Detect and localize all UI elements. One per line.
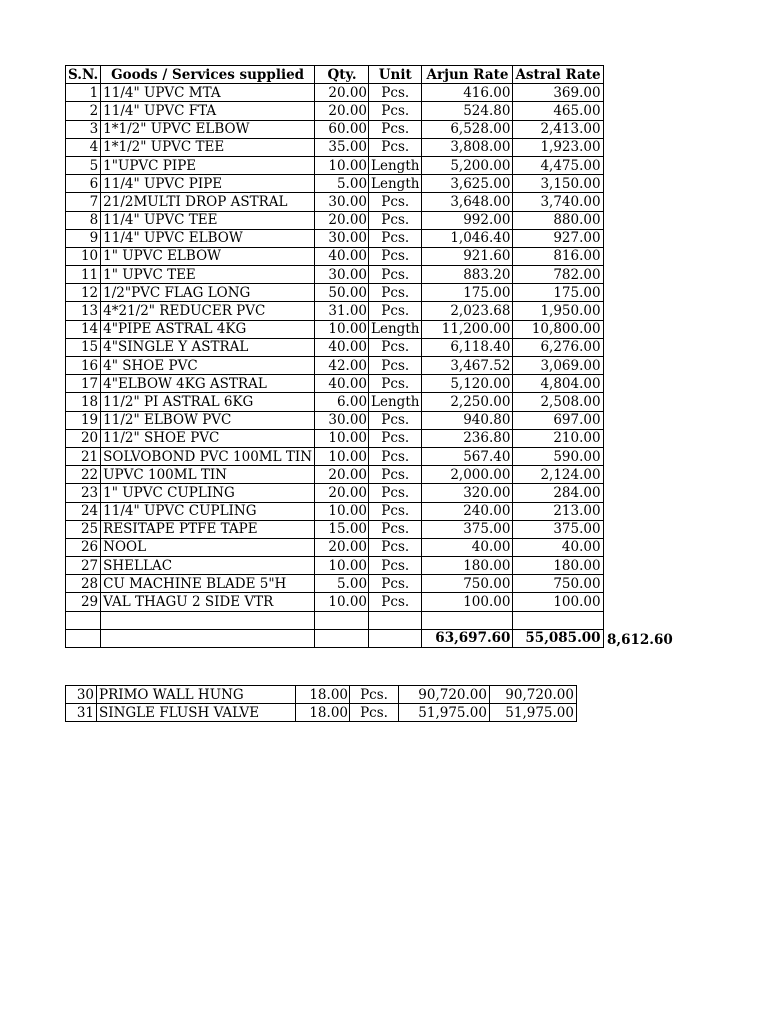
cell-qty: 20.00	[315, 102, 369, 120]
cell-qty: 10.00	[315, 502, 369, 520]
cell-goods: 11/4" UPVC CUPLING	[101, 502, 315, 520]
cell-astral-rate: 2,124.00	[513, 466, 603, 484]
cell-arjun-rate: 883.20	[422, 266, 513, 284]
cell-qty: 40.00	[315, 247, 369, 265]
totals-row	[66, 629, 604, 647]
cell-unit: Pcs.	[369, 447, 422, 465]
cell-unit: Pcs.	[369, 266, 422, 284]
cell-sn: 2	[66, 102, 101, 120]
cell-arjun-rate: 236.80	[422, 429, 513, 447]
cell-astral-rate: 3,740.00	[513, 193, 603, 211]
cell-arjun-rate: 180.00	[422, 557, 513, 575]
cell-qty: 35.00	[315, 138, 369, 156]
cell-sn: 20	[66, 429, 101, 447]
cell-arjun-rate: 5,120.00	[422, 375, 513, 393]
table-row	[66, 502, 604, 520]
cell-unit: Pcs.	[369, 557, 422, 575]
cell-goods: 1" UPVC CUPLING	[101, 484, 315, 502]
cell-goods: 1" UPVC TEE	[101, 266, 315, 284]
table-row	[66, 266, 604, 284]
cell-unit: Pcs.	[369, 520, 422, 538]
cell-qty: 6.00	[315, 393, 369, 411]
cell-goods: 11/4" UPVC ELBOW	[101, 229, 315, 247]
cell-sn: 30	[66, 686, 97, 704]
table-footer	[66, 611, 604, 647]
table-row	[66, 375, 604, 393]
cell-goods: 4"PIPE ASTRAL 4KG	[101, 320, 315, 338]
cell-unit: Pcs.	[369, 193, 422, 211]
total-astral: 55,085.00	[513, 629, 603, 647]
cell-astral-rate: 880.00	[513, 211, 603, 229]
cell-goods: 1*1/2" UPVC TEE	[101, 138, 315, 156]
cell-sn: 9	[66, 229, 101, 247]
cell-arjun-rate: 100.00	[422, 593, 513, 611]
cell-qty: 20.00	[315, 484, 369, 502]
cell-unit: Pcs.	[369, 84, 422, 102]
cell-unit: Pcs.	[369, 502, 422, 520]
cell-qty: 5.00	[315, 175, 369, 193]
cell-qty: 60.00	[315, 120, 369, 138]
table-row	[66, 320, 604, 338]
header-sn: S.N.	[66, 66, 101, 84]
table-body	[66, 84, 604, 611]
cell-arjun-rate: 2,000.00	[422, 466, 513, 484]
cell-qty: 18.00	[296, 686, 350, 704]
cell-unit: Length	[369, 175, 422, 193]
cell-qty: 10.00	[315, 557, 369, 575]
cell-qty: 10.00	[315, 447, 369, 465]
table-row	[66, 447, 604, 465]
cell-sn: 27	[66, 557, 101, 575]
cell-goods: 11/4" UPVC PIPE	[101, 175, 315, 193]
cell-arjun-rate: 5,200.00	[422, 156, 513, 174]
cell-sn: 17	[66, 375, 101, 393]
additional-items-table	[65, 685, 577, 722]
table-row	[66, 175, 604, 193]
cell-unit: Pcs.	[369, 302, 422, 320]
cell-unit: Pcs.	[369, 120, 422, 138]
table-row	[66, 575, 604, 593]
table-row	[66, 284, 604, 302]
cell-unit: Pcs.	[369, 138, 422, 156]
cell-qty: 18.00	[296, 704, 350, 722]
cell-unit: Pcs.	[369, 411, 422, 429]
cell-qty: 10.00	[315, 320, 369, 338]
table-row	[66, 593, 604, 611]
cell-unit: Pcs.	[369, 102, 422, 120]
cell-qty: 30.00	[315, 193, 369, 211]
cell-qty: 20.00	[315, 538, 369, 556]
cell-astral-rate: 590.00	[513, 447, 603, 465]
cell-astral-rate: 697.00	[513, 411, 603, 429]
header-row	[66, 66, 604, 84]
cell-astral-rate: 10,800.00	[513, 320, 603, 338]
cell-sn: 16	[66, 357, 101, 375]
cell-unit: Pcs.	[369, 538, 422, 556]
cell-goods: 1/2"PVC FLAG LONG	[101, 284, 315, 302]
table-row	[66, 338, 604, 356]
cell-qty: 30.00	[315, 229, 369, 247]
cell-goods: 4*21/2" REDUCER PVC	[101, 302, 315, 320]
cell-goods: 11/4" UPVC MTA	[101, 84, 315, 102]
cell-goods: CU MACHINE BLADE 5"H	[101, 575, 315, 593]
cell-qty: 31.00	[315, 302, 369, 320]
header-goods: Goods / Services supplied	[101, 66, 315, 84]
cell-qty: 15.00	[315, 520, 369, 538]
cell-goods: 1*1/2" UPVC ELBOW	[101, 120, 315, 138]
cell-unit: Pcs.	[369, 284, 422, 302]
cell-sn: 25	[66, 520, 101, 538]
cell-qty: 40.00	[315, 338, 369, 356]
cell-goods: 11/2" ELBOW PVC	[101, 411, 315, 429]
header-astral-rate: Astral Rate	[513, 66, 603, 84]
cell-astral-rate: 782.00	[513, 266, 603, 284]
cell-unit: Length	[369, 156, 422, 174]
table-row	[66, 120, 604, 138]
cell-unit: Pcs.	[369, 229, 422, 247]
cell-goods: 11/2" SHOE PVC	[101, 429, 315, 447]
cell-astral-rate: 927.00	[513, 229, 603, 247]
cell-qty: 10.00	[315, 593, 369, 611]
cell-goods: SOLVOBOND PVC 100ML TIN	[101, 447, 315, 465]
cell-astral-rate: 213.00	[513, 502, 603, 520]
total-arjun: 63,697.60	[422, 629, 513, 647]
table-row	[66, 393, 604, 411]
cell-sn: 23	[66, 484, 101, 502]
cell-unit: Pcs.	[369, 338, 422, 356]
cell-qty: 42.00	[315, 357, 369, 375]
cell-sn: 31	[66, 704, 97, 722]
cell-astral-rate: 1,923.00	[513, 138, 603, 156]
cell-unit: Length	[369, 393, 422, 411]
cell-sn: 3	[66, 120, 101, 138]
table-row	[66, 429, 604, 447]
header-unit: Unit	[369, 66, 422, 84]
cell-sn: 14	[66, 320, 101, 338]
cell-goods: UPVC 100ML TIN	[101, 466, 315, 484]
table-body-2	[66, 686, 577, 722]
cell-arjun-rate: 2,250.00	[422, 393, 513, 411]
table-row	[66, 484, 604, 502]
cell-sn: 21	[66, 447, 101, 465]
cell-qty: 20.00	[315, 84, 369, 102]
cell-astral-rate: 51,975.00	[490, 704, 577, 722]
cell-goods: 4"SINGLE Y ASTRAL	[101, 338, 315, 356]
cell-astral-rate: 180.00	[513, 557, 603, 575]
cell-arjun-rate: 6,118.40	[422, 338, 513, 356]
cell-goods: VAL THAGU 2 SIDE VTR	[101, 593, 315, 611]
cell-unit: Pcs.	[369, 211, 422, 229]
cell-unit: Pcs.	[369, 375, 422, 393]
cell-qty: 50.00	[315, 284, 369, 302]
cell-astral-rate: 4,804.00	[513, 375, 603, 393]
cell-arjun-rate: 940.80	[422, 411, 513, 429]
cell-unit: Pcs.	[369, 466, 422, 484]
cell-qty: 30.00	[315, 411, 369, 429]
cell-goods: 21/2MULTI DROP ASTRAL	[101, 193, 315, 211]
cell-sn: 24	[66, 502, 101, 520]
cell-unit: Pcs.	[369, 484, 422, 502]
cell-unit: Pcs.	[369, 429, 422, 447]
cell-arjun-rate: 240.00	[422, 502, 513, 520]
rate-comparison-table	[65, 65, 604, 648]
cell-astral-rate: 40.00	[513, 538, 603, 556]
cell-sn: 15	[66, 338, 101, 356]
cell-goods: PRIMO WALL HUNG	[97, 686, 296, 704]
cell-sn: 28	[66, 575, 101, 593]
blank-row	[66, 611, 604, 629]
table-row	[66, 156, 604, 174]
cell-sn: 11	[66, 266, 101, 284]
cell-sn: 29	[66, 593, 101, 611]
cell-unit: Pcs.	[350, 704, 399, 722]
cell-sn: 8	[66, 211, 101, 229]
cell-unit: Pcs.	[369, 247, 422, 265]
cell-astral-rate: 90,720.00	[490, 686, 577, 704]
cell-sn: 1	[66, 84, 101, 102]
cell-unit: Length	[369, 320, 422, 338]
table-row	[66, 247, 604, 265]
cell-astral-rate: 175.00	[513, 284, 603, 302]
cell-qty: 10.00	[315, 429, 369, 447]
cell-goods: 4" SHOE PVC	[101, 357, 315, 375]
cell-arjun-rate: 11,200.00	[422, 320, 513, 338]
cell-arjun-rate: 320.00	[422, 484, 513, 502]
cell-goods: NOOL	[101, 538, 315, 556]
cell-sn: 26	[66, 538, 101, 556]
cell-arjun-rate: 3,808.00	[422, 138, 513, 156]
cell-sn: 10	[66, 247, 101, 265]
cell-sn: 7	[66, 193, 101, 211]
cell-arjun-rate: 416.00	[422, 84, 513, 102]
cell-sn: 12	[66, 284, 101, 302]
cell-arjun-rate: 567.40	[422, 447, 513, 465]
cell-arjun-rate: 40.00	[422, 538, 513, 556]
cell-astral-rate: 100.00	[513, 593, 603, 611]
cell-arjun-rate: 750.00	[422, 575, 513, 593]
cell-qty: 5.00	[315, 575, 369, 593]
cell-qty: 40.00	[315, 375, 369, 393]
cell-astral-rate: 375.00	[513, 520, 603, 538]
table-row	[66, 211, 604, 229]
table-row	[66, 84, 604, 102]
cell-arjun-rate: 921.60	[422, 247, 513, 265]
cell-qty: 20.00	[315, 466, 369, 484]
cell-astral-rate: 816.00	[513, 247, 603, 265]
table-row	[66, 411, 604, 429]
cell-unit: Pcs.	[369, 593, 422, 611]
cell-astral-rate: 2,413.00	[513, 120, 603, 138]
cell-qty: 30.00	[315, 266, 369, 284]
cell-astral-rate: 6,276.00	[513, 338, 603, 356]
cell-astral-rate: 4,475.00	[513, 156, 603, 174]
cell-arjun-rate: 524.80	[422, 102, 513, 120]
cell-arjun-rate: 51,975.00	[399, 704, 490, 722]
cell-arjun-rate: 6,528.00	[422, 120, 513, 138]
cell-sn: 18	[66, 393, 101, 411]
table-row	[66, 466, 604, 484]
total-difference: 8,612.60	[607, 632, 673, 648]
cell-unit: Pcs.	[369, 357, 422, 375]
cell-goods: SINGLE FLUSH VALVE	[97, 704, 296, 722]
cell-qty: 10.00	[315, 156, 369, 174]
cell-astral-rate: 3,069.00	[513, 357, 603, 375]
header-qty: Qty.	[315, 66, 369, 84]
cell-astral-rate: 750.00	[513, 575, 603, 593]
table-row	[66, 102, 604, 120]
cell-goods: 4"ELBOW 4KG ASTRAL	[101, 375, 315, 393]
cell-arjun-rate: 375.00	[422, 520, 513, 538]
table-row	[66, 302, 604, 320]
cell-astral-rate: 369.00	[513, 84, 603, 102]
cell-astral-rate: 2,508.00	[513, 393, 603, 411]
cell-arjun-rate: 2,023.68	[422, 302, 513, 320]
header-arjun-rate: Arjun Rate	[422, 66, 513, 84]
table-row	[66, 557, 604, 575]
table-row	[66, 520, 604, 538]
cell-astral-rate: 284.00	[513, 484, 603, 502]
cell-goods: SHELLAC	[101, 557, 315, 575]
cell-arjun-rate: 3,467.52	[422, 357, 513, 375]
cell-goods: 11/4" UPVC FTA	[101, 102, 315, 120]
cell-goods: 11/2" PI ASTRAL 6KG	[101, 393, 315, 411]
table-row	[66, 704, 577, 722]
cell-unit: Pcs.	[350, 686, 399, 704]
cell-goods: RESITAPE PTFE TAPE	[101, 520, 315, 538]
cell-arjun-rate: 175.00	[422, 284, 513, 302]
cell-astral-rate: 465.00	[513, 102, 603, 120]
table-row	[66, 138, 604, 156]
cell-sn: 22	[66, 466, 101, 484]
cell-astral-rate: 210.00	[513, 429, 603, 447]
table-row	[66, 538, 604, 556]
table-row	[66, 686, 577, 704]
cell-unit: Pcs.	[369, 575, 422, 593]
cell-sn: 5	[66, 156, 101, 174]
cell-arjun-rate: 90,720.00	[399, 686, 490, 704]
cell-sn: 4	[66, 138, 101, 156]
cell-goods: 1" UPVC ELBOW	[101, 247, 315, 265]
cell-arjun-rate: 3,648.00	[422, 193, 513, 211]
cell-goods: 1"UPVC PIPE	[101, 156, 315, 174]
cell-goods: 11/4" UPVC TEE	[101, 211, 315, 229]
table-row	[66, 357, 604, 375]
cell-qty: 20.00	[315, 211, 369, 229]
cell-astral-rate: 1,950.00	[513, 302, 603, 320]
cell-sn: 19	[66, 411, 101, 429]
cell-sn: 6	[66, 175, 101, 193]
cell-arjun-rate: 992.00	[422, 211, 513, 229]
cell-sn: 13	[66, 302, 101, 320]
table-row	[66, 229, 604, 247]
table-row	[66, 193, 604, 211]
cell-arjun-rate: 3,625.00	[422, 175, 513, 193]
cell-astral-rate: 3,150.00	[513, 175, 603, 193]
cell-arjun-rate: 1,046.40	[422, 229, 513, 247]
